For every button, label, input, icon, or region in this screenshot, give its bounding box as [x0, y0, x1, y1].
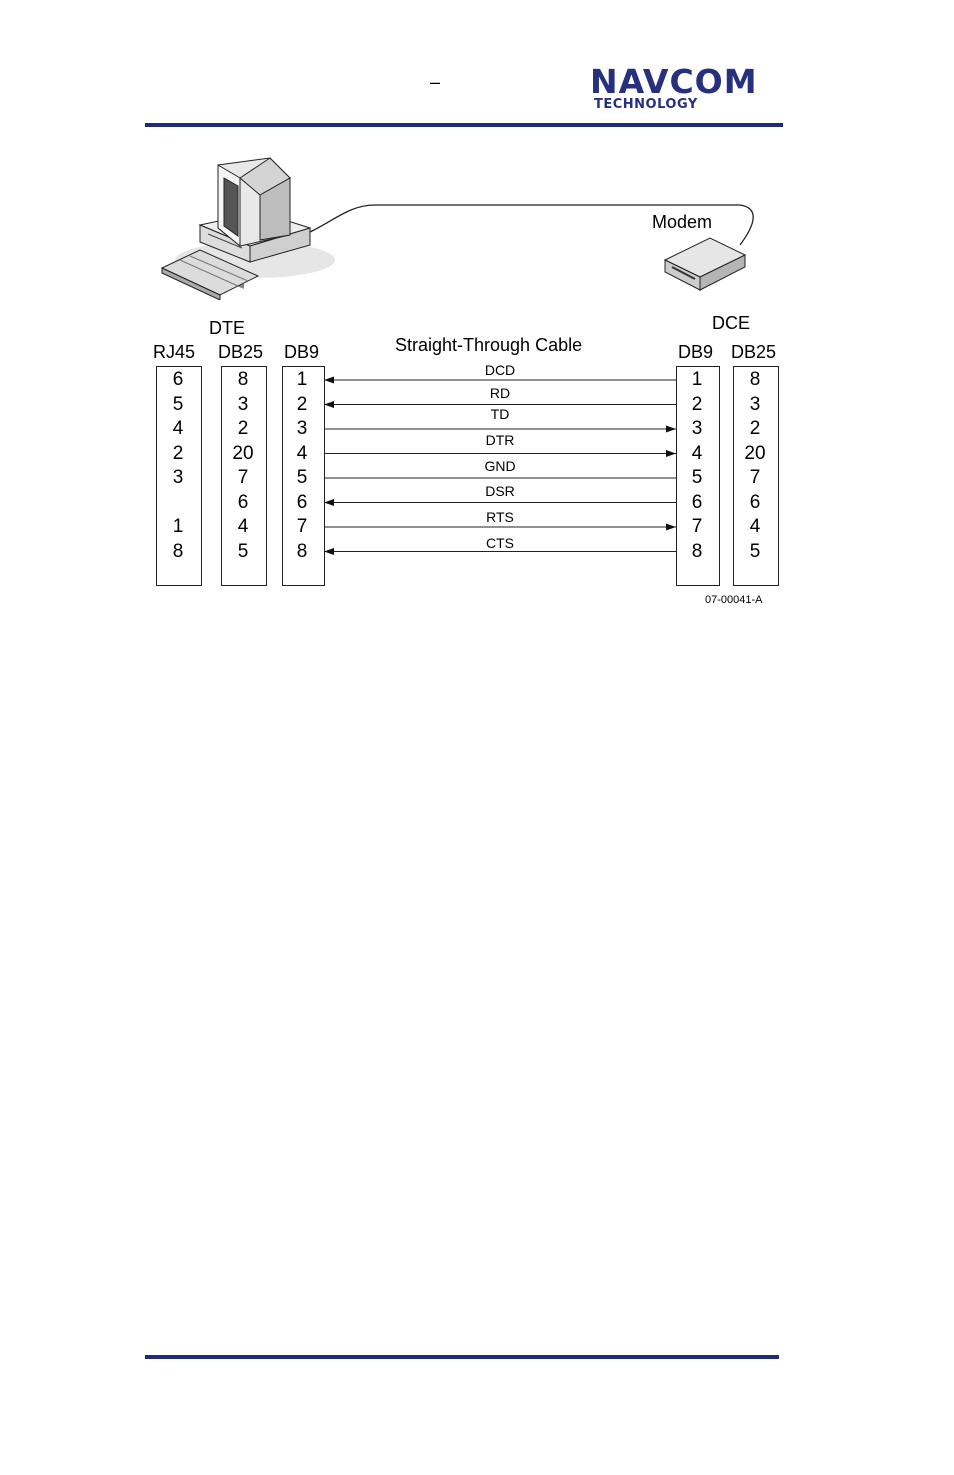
dte-db25-pin: 6: [237, 491, 249, 513]
dce-db9-pin: 4: [691, 442, 703, 464]
dce-db25-pin: 3: [749, 393, 761, 415]
dte-db9-pin: 2: [296, 393, 308, 415]
header-dte-db25: DB25: [218, 342, 264, 362]
logo-line2: TECHNOLOGY: [594, 97, 698, 112]
footer-rule: [145, 1355, 779, 1359]
arrowhead-cts: [324, 548, 334, 555]
arrowhead-dcd: [324, 377, 334, 384]
dce-db25-pin: 6: [749, 491, 761, 513]
dce-db9-pin: 1: [691, 369, 703, 390]
arrowhead-dtr: [666, 450, 676, 457]
cable-label: Straight-Through Cable: [395, 335, 583, 355]
figure-id: 07-00041-A: [705, 594, 763, 606]
signal-label-dtr: DTR: [485, 432, 515, 448]
dte-db25-pin: 3: [237, 393, 249, 415]
dte-db25-pin: 8: [237, 369, 249, 390]
dte-db25-pin: 4: [237, 516, 249, 537]
dce-db9-pin: 6: [691, 491, 703, 513]
signal-label-cts: CTS: [486, 535, 514, 551]
dce-db25-pin: 5: [749, 540, 761, 562]
dte-db9-pin: 7: [296, 516, 308, 537]
dte-db25-pin: 7: [237, 467, 249, 488]
arrowhead-rd: [324, 401, 334, 408]
rj45-pin: 5: [172, 393, 184, 415]
dte-db9-pin: 8: [296, 540, 308, 562]
dce-db9-pin: 5: [691, 467, 703, 488]
rj45-pin: 4: [172, 418, 184, 439]
signal-label-rts: RTS: [486, 509, 514, 525]
signal-label-gnd: GND: [484, 458, 516, 474]
arrowhead-rts: [666, 524, 676, 531]
dce-db9-pin: 8: [691, 540, 703, 562]
dce-db25-pin: 20: [744, 442, 766, 464]
rj45-pin: 3: [172, 467, 184, 488]
rj45-pin: 2: [172, 442, 184, 464]
rj45-pin: 8: [172, 540, 184, 562]
rj45-pin: 1: [172, 516, 184, 537]
dte-db9-pin: 4: [296, 442, 308, 464]
dte-db25-pin: 20: [232, 442, 254, 464]
dce-db9-pin: 3: [691, 418, 703, 439]
dce-db9-pin: 2: [691, 393, 703, 415]
rj45-pin: 6: [172, 369, 184, 390]
header-dce-db25: DB25: [731, 342, 777, 362]
arrowhead-td: [666, 426, 676, 433]
dte-db9-pin: 1: [296, 369, 308, 390]
dte-db9-pin: 5: [296, 467, 308, 488]
header-rj45: RJ45: [153, 342, 196, 362]
signal-label-dsr: DSR: [485, 483, 515, 499]
dte-db9-pin: 3: [296, 418, 308, 439]
arrowhead-dsr: [324, 499, 334, 506]
dce-db25-pin: 8: [749, 369, 761, 390]
dte-db9-pin: 6: [296, 491, 308, 513]
dte-label: DTE: [209, 318, 245, 338]
dte-db25-pin: 2: [237, 418, 249, 439]
dce-db9-pin: 7: [691, 516, 703, 537]
signal-label-td: TD: [490, 406, 510, 422]
header-mark: –: [430, 72, 441, 92]
signal-label-dcd: DCD: [484, 362, 516, 378]
dce-label: DCE: [712, 313, 751, 333]
dce-db25-pin: 4: [749, 516, 761, 537]
signal-label-rd: RD: [489, 385, 511, 401]
dce-db25-pin: 7: [749, 467, 761, 488]
header-dte-db9: DB9: [284, 342, 320, 362]
logo-line1: NAVCOM: [590, 62, 758, 101]
dte-db25-pin: 5: [237, 540, 249, 562]
header-dce-db9: DB9: [678, 342, 714, 362]
modem-label: Modem: [652, 212, 713, 232]
dce-db25-pin: 2: [749, 418, 761, 439]
